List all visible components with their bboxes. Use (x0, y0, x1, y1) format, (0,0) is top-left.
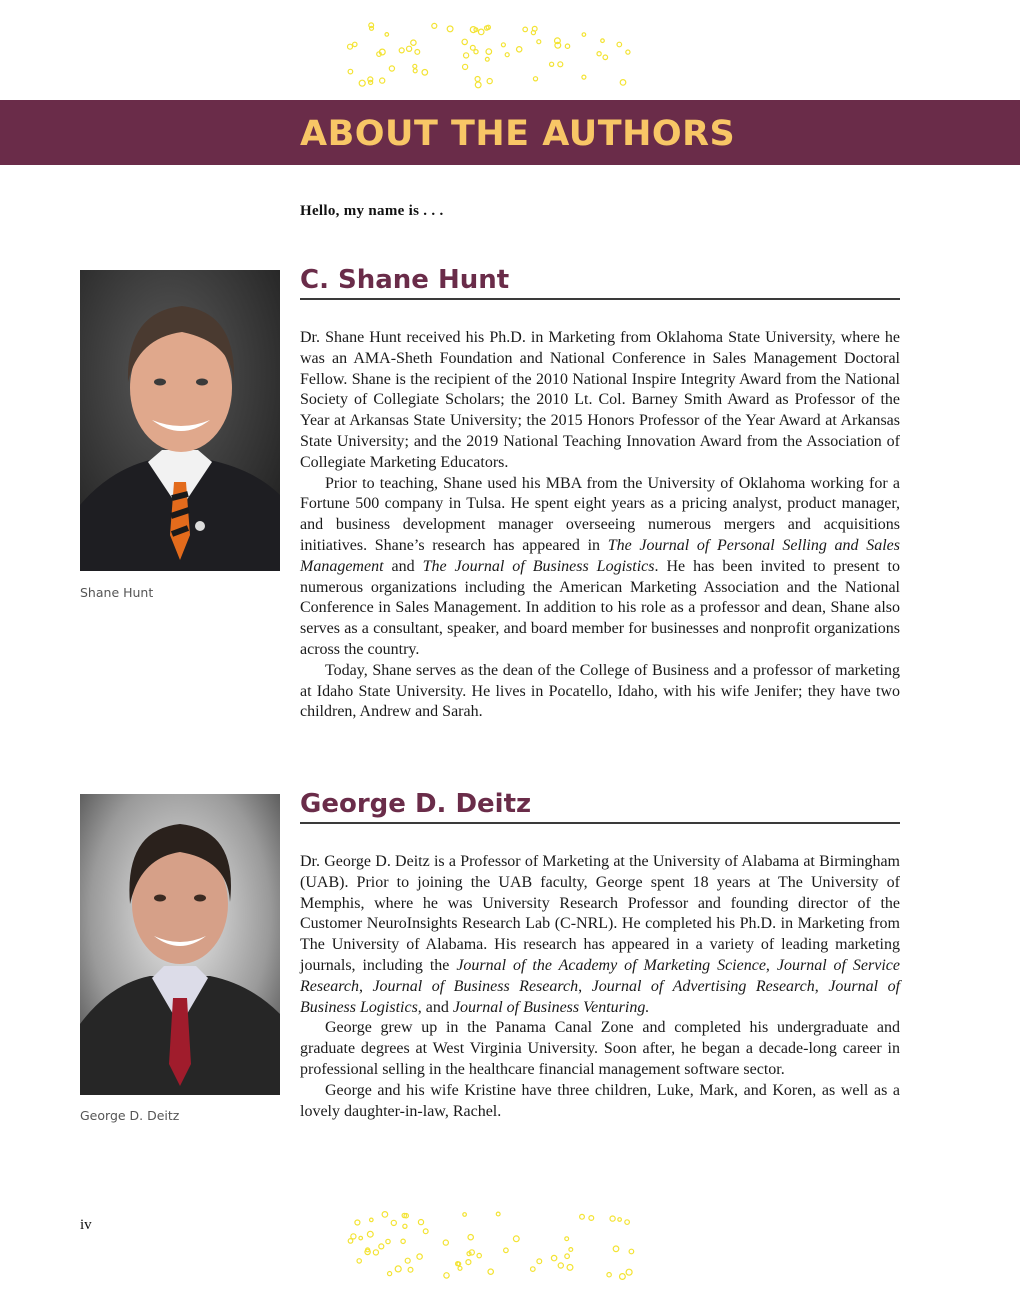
author-bio-shane-hunt (300, 328, 900, 723)
bio-text: George and his wife Kristine have three children, Luke, Mark, and Koren, as well as a lovely daughter-in-law, Rachel. (300, 1081, 900, 1120)
decorative-dots-bottom (340, 1208, 640, 1283)
journal-title: Journal of Business Venturing. (452, 998, 650, 1016)
journal-title: Journal of Business Logistics (300, 977, 901, 1016)
bio-text: , (765, 956, 777, 974)
bio-text: Today, Shane serves as the dean of the College of Business and a professor of marketing at Idaho State University. He lives in Pocatello, Idaho, with his wife Jenifer; they have two children, Andrew and Sarah. (300, 661, 900, 721)
name-underline (300, 298, 900, 300)
bio-text: . He has been invited to present to numerous organizations including the American Marketing Association and the National Conference in Sales Management. In addition to his role as a professor and dean, Shane also serves as a consultant, speaker, and board member for businesses and nonprofit organizations across the country. (300, 557, 901, 658)
name-underline (300, 822, 900, 824)
bio-paragraph (300, 474, 900, 661)
decorative-dots-top (340, 18, 640, 93)
bio-paragraph (300, 661, 900, 723)
journal-title: Journal of the Academy of Marketing Science (456, 956, 766, 974)
author-name: George D. Deitz (300, 789, 532, 819)
page-number: iv (80, 1217, 92, 1233)
author-photo-caption: Shane Hunt (80, 585, 154, 600)
bio-text: George grew up in the Panama Canal Zone and completed his undergraduate and graduate degrees at West Virginia University. Soon after, he began a decade-long career in professional selling in the healthcare financial management software sector. (300, 1019, 900, 1078)
author-photo-george-deitz (80, 794, 280, 1095)
page-title: ABOUT THE AUTHORS (300, 114, 736, 154)
journal-title: Journal of Business Research (372, 977, 579, 995)
bio-text: , (578, 977, 592, 995)
bio-text: , (358, 977, 373, 995)
bio-paragraph (300, 1018, 900, 1080)
journal-title: The Journal of Personal Selling and Sales Management (300, 536, 901, 575)
intro-text: Hello, my name is . . . (300, 203, 444, 219)
bio-text: , (814, 977, 829, 995)
bio-text: Dr. George D. Deitz is a Professor of Marketing at the University of Alabama at Birmingham (UAB). Prior to joining the UAB faculty, George spent 18 years at The University of Memphis, where he was University Research Professor and founding director of the Customer NeuroInsights Research Lab (C-NRL). He completed his Ph.D. in Marketing from The University of Alabama. His research has appeared in a variety of leading marketing journals, including the (300, 853, 900, 974)
bio-text: and (383, 557, 423, 575)
bio-paragraph (300, 1081, 900, 1123)
author-photo-caption: George D. Deitz (80, 1108, 180, 1123)
author-name: C. Shane Hunt (300, 265, 510, 295)
journal-title: Journal of Advertising Research (591, 977, 815, 995)
journal-title: The Journal of Business Logistics (422, 557, 655, 575)
journal-title: Journal of Service Research (300, 956, 901, 995)
author-photo-shane-hunt (80, 270, 280, 571)
bio-text: Prior to teaching, Shane used his MBA from the University of Oklahoma working for a Fortune 500 company in Tulsa. He spent eight years as a pricing analyst, product manager, and business development manager overseeing numerous mergers and acquisitions initiatives. Shane’s research has appeared in (300, 474, 900, 554)
author-bio-george-deitz (300, 852, 900, 1122)
bio-paragraph (300, 328, 900, 474)
bio-text: Dr. Shane Hunt received his Ph.D. in Marketing from Oklahoma State University, where he was an AMA-Sheth Foundation and National Conference in Sales Management Doctoral Fellow. Shane is the recipient of the 2010 National Inspire Integrity Award from the National Society of Collegiate Scholars; the 2010 Lt. Col. Barney Smith Award as Professor of the Year at Arkansas State University; the 2015 Honors Professor of the Year Award at Arkansas State University; and the 2019 National Teaching Innovation Award from the Association of Collegiate Marketing Educators. (300, 329, 900, 471)
bio-text: , and (417, 998, 453, 1016)
bio-paragraph (300, 852, 900, 1018)
